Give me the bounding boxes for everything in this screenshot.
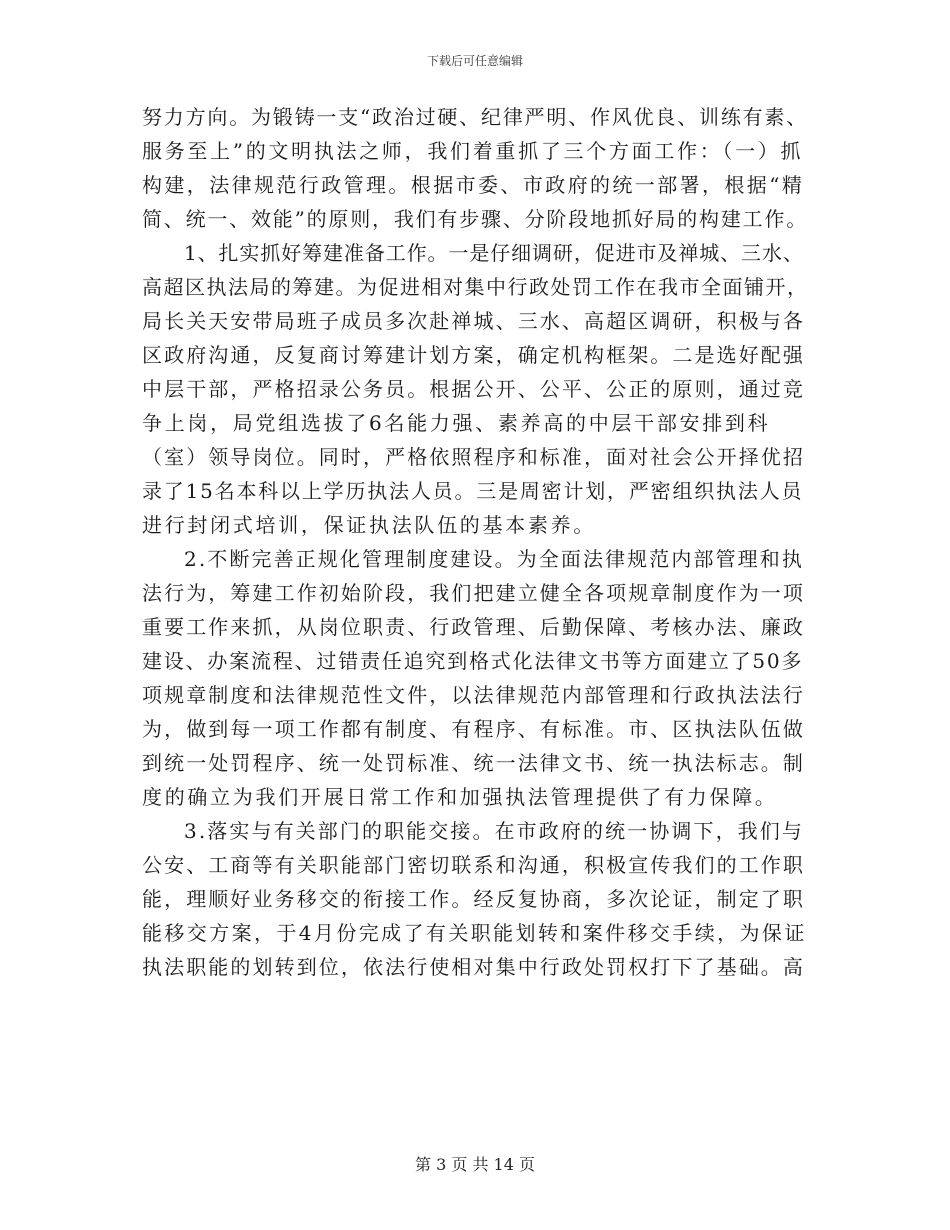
paragraph-first-line: 2.不断完善正规化管理制度建设。为全面法律规范内部管理和执 — [184, 547, 804, 571]
text-line: 公安、工商等有关职能部门密切联系和沟通，积极宣传我们的工作职 — [142, 853, 805, 877]
text-line: 简、统一、效能”的原则，我们有步骤、分阶段地抓好局的构建工作。 — [142, 207, 809, 231]
text-line: 建设、办案流程、过错责任追究到格式化法律文书等方面建立了50多 — [142, 649, 804, 673]
text-line: （室）领导岗位。同时，严格依照程序和标准，面对社会公开择优招 — [142, 445, 805, 469]
text-line: 努力方向。为锻铸一支“政治过硬、纪律严明、作风优良、训练有素、 — [142, 105, 809, 129]
text-line: 能，理顺好业务移交的衔接工作。经反复协商，多次论证，制定了职 — [142, 887, 805, 911]
page-header: 下载后可任意编辑 — [426, 54, 523, 68]
paragraph-first-line: 3.落实与有关部门的职能交接。在市政府的统一协调下，我们与 — [184, 819, 804, 843]
text-line: 执法职能的划转到位，依法行使相对集中行政处罚权打下了基础。高 — [142, 955, 805, 979]
text-line: 争上岗，局党组选拔了6名能力强、素养高的中层干部安排到科 — [142, 411, 771, 435]
text-line: 高超区执法局的筹建。为促进相对集中行政处罚工作在我市全面铺开， — [142, 275, 809, 299]
text-line: 法行为，筹建工作初始阶段，我们把建立健全各项规章制度作为一项 — [142, 581, 805, 605]
text-line: 到统一处罚程序、统一处罚标准、统一法律文书、统一执法标志。制 — [142, 751, 805, 775]
text-line: 进行封闭式培训，保证执法队伍的基本素养。 — [142, 513, 596, 537]
text-line: 重要工作来抓，从岗位职责、行政管理、后勤保障、考核办法、廉政 — [142, 615, 805, 639]
text-line: 录了15名本科以上学历执法人员。三是周密计划，严密组织执法人员 — [142, 479, 804, 503]
text-line: 中层干部，严格招录公务员。根据公开、公平、公正的原则，通过竞 — [142, 377, 805, 401]
page-number: 第 3 页 共 14 页 — [415, 1155, 535, 1174]
document-body — [142, 100, 812, 984]
text-line: 构建，法律规范行政管理。根据市委、市政府的统一部署，根据“精 — [142, 173, 805, 197]
text-line: 区政府沟通，反复商讨筹建计划方案，确定机构框架。二是选好配强 — [142, 343, 805, 367]
text-line: 为，做到每一项工作都有制度、有程序、有标准。市、区执法队伍做 — [142, 717, 805, 741]
paragraph-first-line: 1、扎实抓好筹建准备工作。一是仔细调研，促进市及禅城、三水、 — [184, 241, 804, 265]
text-line: 能移交方案，于4月份完成了有关职能划转和案件移交手续，为保证 — [142, 921, 807, 945]
text-line: 项规章制度和法律规范性文件，以法律规范内部管理和行政执法法行 — [142, 683, 805, 707]
text-line: 度的确立为我们开展日常工作和加强执法管理提供了有力保障。 — [142, 785, 778, 809]
text-line: 局长关天安带局班子成员多次赴禅城、三水、高超区调研，积极与各 — [142, 309, 805, 333]
text-line: 服务至上”的文明执法之师，我们着重抓了三个方面工作：（一）抓 — [142, 139, 804, 163]
